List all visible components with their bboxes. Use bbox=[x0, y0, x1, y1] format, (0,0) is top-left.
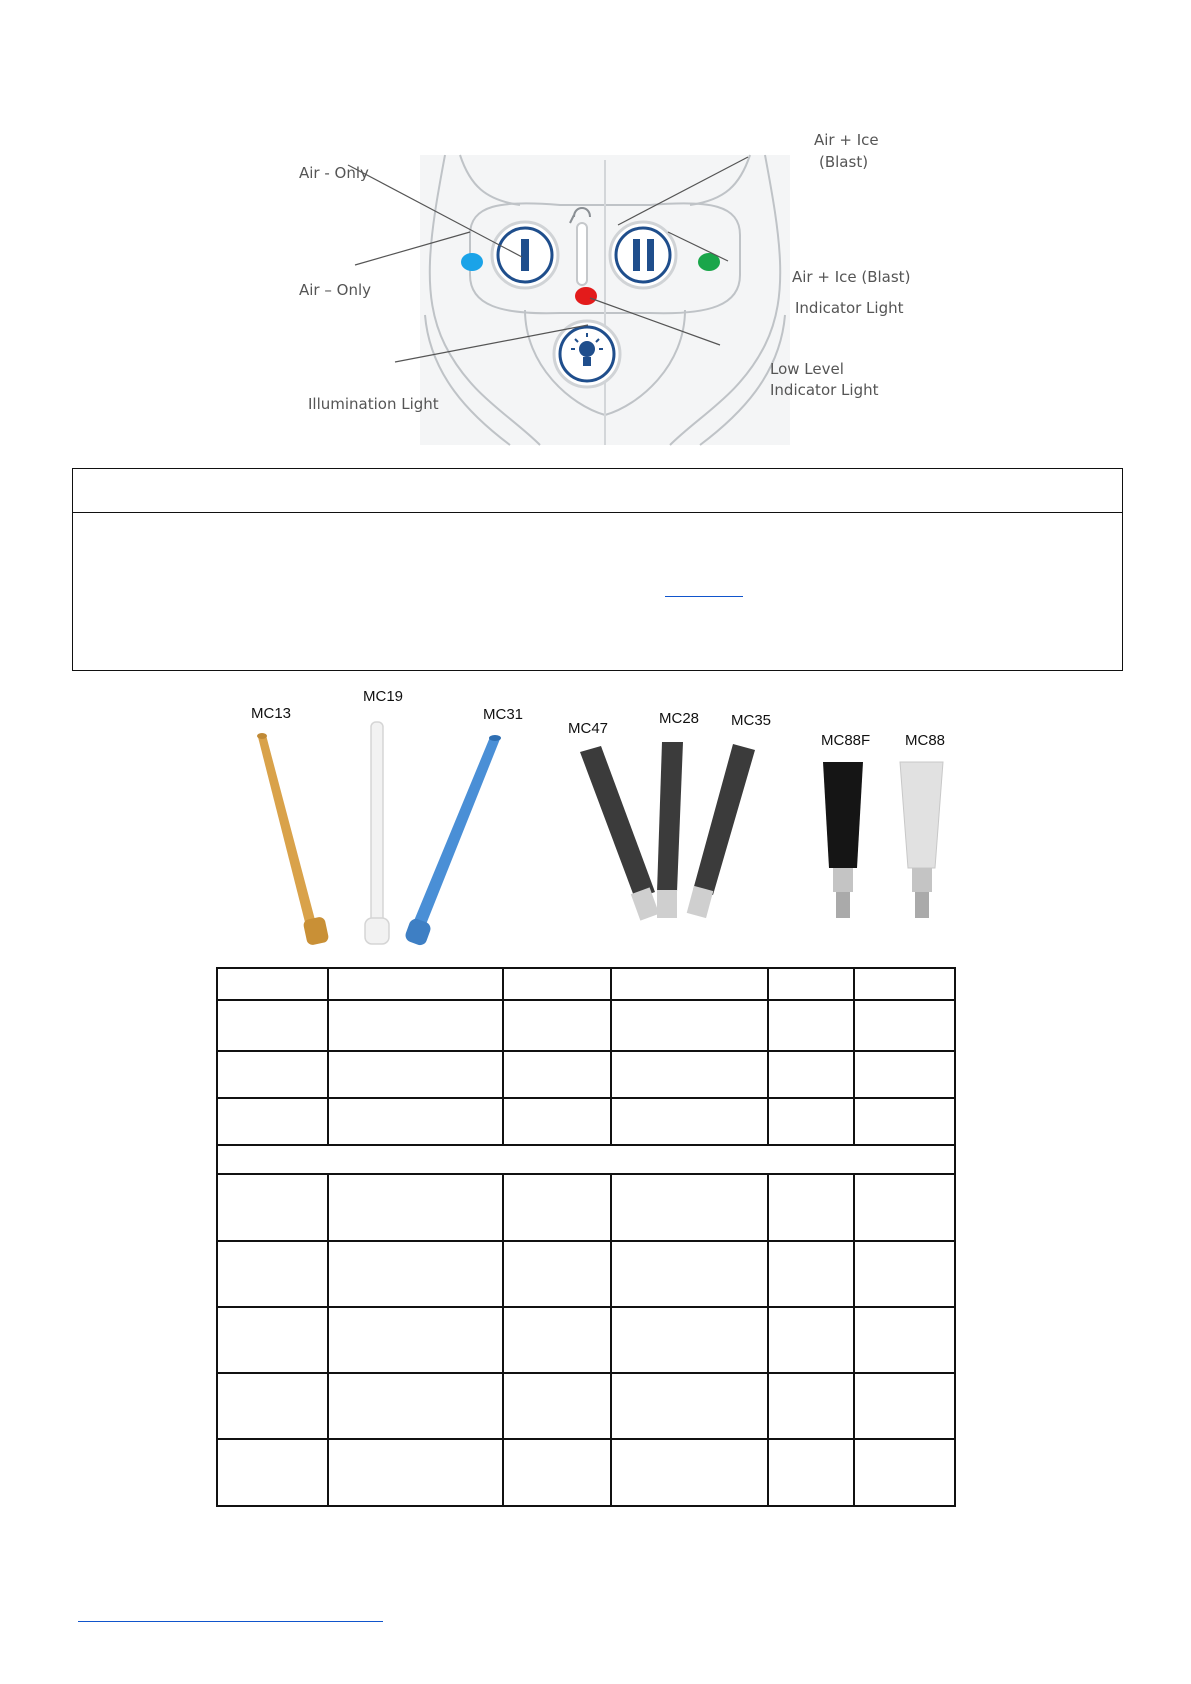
table-cell bbox=[328, 1373, 503, 1439]
blast-light-label-line1: Air + Ice (Blast) bbox=[792, 268, 911, 286]
tip-mc88f bbox=[823, 762, 863, 918]
table-cell bbox=[503, 968, 611, 1000]
table-cell bbox=[611, 968, 768, 1000]
table-cell bbox=[611, 1307, 768, 1373]
table-cell bbox=[768, 1000, 854, 1051]
table-cell bbox=[328, 1439, 503, 1506]
air-ice-button-label-line2: (Blast) bbox=[819, 153, 869, 171]
control-panel-diagram bbox=[270, 115, 930, 455]
tip-mc88 bbox=[900, 762, 943, 918]
low-level-label-line2: Indicator Light bbox=[770, 381, 879, 399]
table-cell bbox=[328, 1241, 503, 1307]
table-row bbox=[217, 968, 955, 1000]
air-only-button-label: Air - Only bbox=[299, 164, 369, 182]
table-cell bbox=[328, 1000, 503, 1051]
table-cell bbox=[611, 1051, 768, 1098]
table-cell bbox=[217, 1000, 328, 1051]
specification-table bbox=[216, 967, 956, 1507]
illumination-light-label: Illumination Light bbox=[308, 395, 439, 413]
table-cell bbox=[768, 1373, 854, 1439]
air-ice-blast-button bbox=[610, 222, 676, 288]
table-cell bbox=[217, 1174, 328, 1241]
table-cell bbox=[854, 1000, 955, 1051]
table-cell bbox=[854, 1373, 955, 1439]
tip-label-mc28: MC28 bbox=[659, 710, 700, 727]
tip-label-mc88f: MC88F bbox=[821, 732, 871, 749]
table-row bbox=[217, 1307, 955, 1373]
table-cell bbox=[328, 1098, 503, 1145]
table-cell bbox=[854, 1241, 955, 1307]
table-cell bbox=[854, 1098, 955, 1145]
low-level-indicator-light bbox=[575, 287, 597, 305]
low-level-label-line1: Low Level bbox=[770, 360, 844, 378]
table-cell bbox=[611, 1000, 768, 1051]
table-cell bbox=[217, 1051, 328, 1098]
table-section-cell bbox=[217, 1145, 955, 1174]
tip-label-mc19: MC19 bbox=[363, 688, 404, 705]
table-cell bbox=[503, 1051, 611, 1098]
table-cell bbox=[503, 1098, 611, 1145]
table-cell bbox=[217, 1241, 328, 1307]
air-ice-button-label-line1: Air + Ice bbox=[814, 131, 879, 149]
table-row bbox=[217, 1000, 955, 1051]
table-cell bbox=[328, 1051, 503, 1098]
footnote-link-underline[interactable] bbox=[78, 1621, 383, 1622]
table-cell bbox=[328, 968, 503, 1000]
table-cell bbox=[217, 1098, 328, 1145]
air-only-light-label: Air – Only bbox=[299, 281, 371, 299]
table-cell bbox=[217, 1307, 328, 1373]
table-cell bbox=[611, 1373, 768, 1439]
table-cell bbox=[854, 1439, 955, 1506]
table-cell bbox=[611, 1098, 768, 1145]
table-row bbox=[217, 1174, 955, 1241]
table-cell bbox=[854, 968, 955, 1000]
tip-mc47 bbox=[580, 746, 659, 921]
table-cell bbox=[768, 1307, 854, 1373]
table-cell bbox=[854, 1051, 955, 1098]
tip-label-mc88: MC88 bbox=[905, 732, 946, 749]
table-cell bbox=[768, 1174, 854, 1241]
tip-label-mc47: MC47 bbox=[568, 720, 609, 737]
air-only-button bbox=[492, 222, 558, 288]
nozzle-tips-figure bbox=[225, 680, 965, 950]
tip-mc13 bbox=[257, 733, 329, 946]
table-cell bbox=[611, 1241, 768, 1307]
table-cell bbox=[854, 1174, 955, 1241]
tip-mc31 bbox=[404, 735, 501, 947]
table-cell bbox=[503, 1373, 611, 1439]
table-cell bbox=[328, 1307, 503, 1373]
tip-label-mc31: MC31 bbox=[483, 706, 524, 723]
table-cell bbox=[768, 1439, 854, 1506]
table-cell bbox=[768, 1098, 854, 1145]
table-row bbox=[217, 1098, 955, 1145]
tip-label-mc35: MC35 bbox=[731, 712, 772, 729]
tip-mc28 bbox=[657, 742, 683, 918]
illumination-light-button bbox=[554, 321, 620, 387]
tip-mc35 bbox=[687, 744, 755, 918]
table-row bbox=[217, 1373, 955, 1439]
table-cell bbox=[217, 1439, 328, 1506]
table-cell bbox=[768, 968, 854, 1000]
table-cell bbox=[854, 1307, 955, 1373]
table-cell bbox=[503, 1174, 611, 1241]
table-row bbox=[217, 1439, 955, 1506]
table-cell bbox=[217, 968, 328, 1000]
table-cell bbox=[768, 1051, 854, 1098]
table-cell bbox=[503, 1307, 611, 1373]
table-cell bbox=[768, 1241, 854, 1307]
table-section-row bbox=[217, 1145, 955, 1174]
table-cell bbox=[328, 1174, 503, 1241]
table-cell bbox=[503, 1241, 611, 1307]
tip-mc19 bbox=[365, 722, 389, 944]
table-cell bbox=[503, 1000, 611, 1051]
info-box-header-divider bbox=[73, 512, 1122, 513]
blast-light-label-line2: Indicator Light bbox=[795, 299, 904, 317]
table-cell bbox=[217, 1373, 328, 1439]
table-cell bbox=[503, 1439, 611, 1506]
table-cell bbox=[611, 1174, 768, 1241]
table-row bbox=[217, 1241, 955, 1307]
info-box bbox=[72, 468, 1123, 671]
hyperlink-underline[interactable] bbox=[665, 596, 743, 597]
table-row bbox=[217, 1051, 955, 1098]
air-only-indicator-light bbox=[461, 253, 483, 271]
tip-label-mc13: MC13 bbox=[251, 705, 292, 722]
table-cell bbox=[611, 1439, 768, 1506]
